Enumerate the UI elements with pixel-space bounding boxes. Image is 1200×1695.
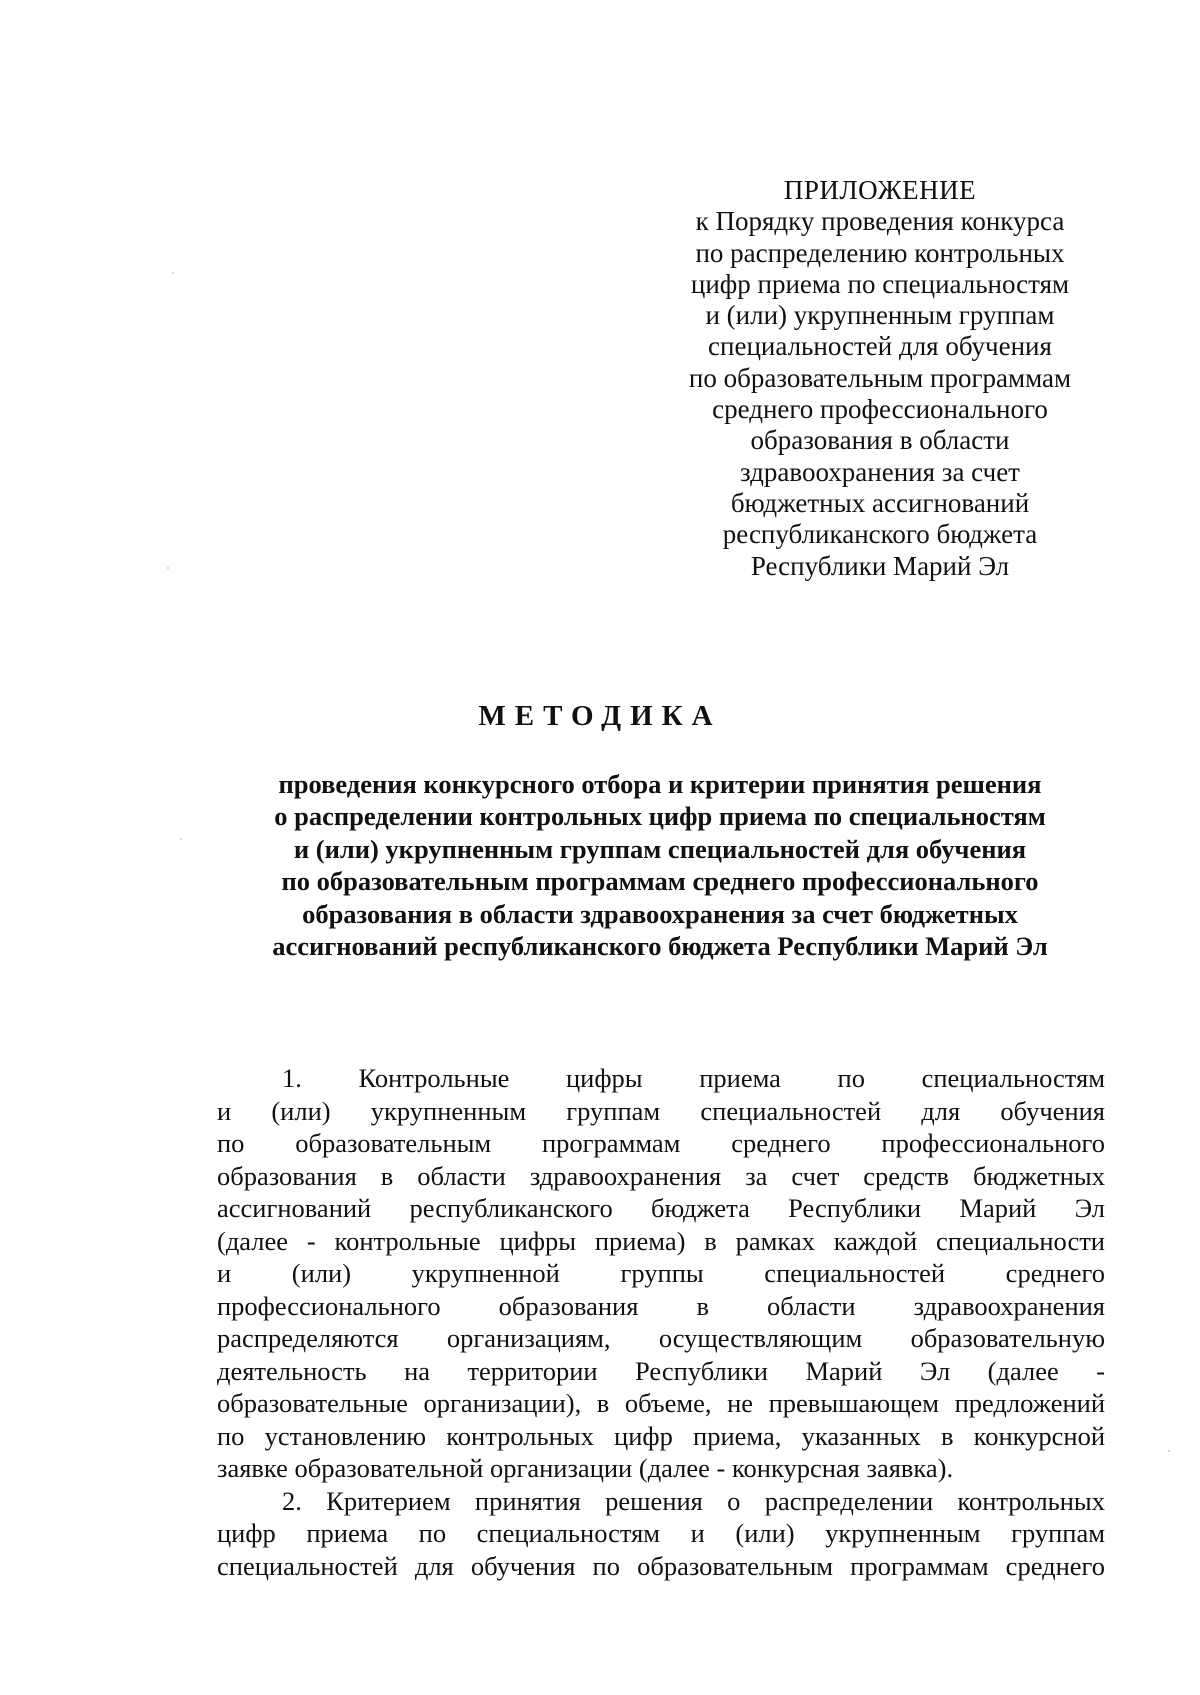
paragraph-2-line: цифр приема по специальностям и (или) укрупненным группам — [217, 1518, 1105, 1548]
appendix-line: к Порядку проведения конкурса — [695, 206, 1065, 237]
subtitle-line: образования в области здравоохранения за счет бюджетных — [302, 898, 1018, 929]
paragraph-1-line: по образовательным программам среднего профессионального — [217, 1128, 1105, 1158]
appendix-line: республиканского бюджета — [722, 519, 1038, 550]
paragraph-1-line: заявке образовательной организации (далее - конкурсная заявка). — [217, 1453, 954, 1483]
paragraph-2-line: 2. Критерием принятия решения о распределении контрольных — [282, 1485, 1105, 1516]
appendix-line: среднего профессионального — [712, 394, 1048, 425]
subtitle-line: ассигнований республиканского бюджета Республики Марий Эл — [272, 931, 1048, 962]
scan-speck — [167, 567, 169, 569]
scan-speck — [180, 838, 182, 840]
paragraph-1-line: распределяются организациям, осуществляющим образовательную — [217, 1323, 1105, 1353]
paragraph-1-line: ассигнований республиканского бюджета Республики Марий Эл — [217, 1193, 1105, 1223]
appendix-line: Республики Марий Эл — [750, 550, 1010, 581]
subtitle-line: и (или) укрупненным группам специальностей для обучения — [293, 833, 1027, 864]
paragraph-1-line: деятельность на территории Республики Марий Эл (далее - — [217, 1355, 1105, 1386]
appendix-line: и (или) укрупненным группам — [705, 300, 1055, 331]
paragraph-1-line: профессионального образования в области здравоохранения — [217, 1290, 1105, 1321]
paragraph-1-line: (далее - контрольные цифры приема) в рамках каждой специальности — [217, 1225, 1105, 1256]
appendix-line: специальностей для обучения — [708, 331, 1052, 362]
paragraph-1-line: образования в области здравоохранения за счет средств бюджетных — [217, 1160, 1105, 1191]
paragraph-2-line: специальностей для обучения по образовательным программам среднего — [217, 1550, 1105, 1581]
scan-speck — [172, 272, 174, 274]
document-subtitle — [210, 768, 1110, 962]
scan-speck — [1168, 1450, 1170, 1452]
paragraph-1-line: образовательные организации), в объеме, не превышающем предложений — [217, 1388, 1105, 1418]
appendix-header — [660, 175, 1100, 582]
appendix-line: по образовательным программам — [688, 362, 1072, 393]
document-body — [217, 1062, 1105, 1582]
appendix-line: образования в области — [750, 425, 1010, 456]
subtitle-line: по образовательным программам среднего профессионального — [281, 866, 1039, 897]
appendix-title: ПРИЛОЖЕНИЕ — [783, 175, 977, 205]
appendix-line: бюджетных ассигнований — [730, 487, 1030, 518]
appendix-line: цифр приема по специальностям — [690, 268, 1070, 299]
paragraph-1-line: по установлению контрольных цифр приема, указанных в конкурсной — [217, 1420, 1105, 1451]
paragraph-1-line: и (или) укрупненной группы специальностей среднего — [217, 1258, 1105, 1288]
subtitle-line: проведения конкурсного отбора и критерии принятия решения — [278, 769, 1042, 799]
document-title: МЕТОДИКА — [478, 700, 722, 732]
appendix-line: здравоохранения за счет — [740, 456, 1020, 487]
paragraph-1-line: и (или) укрупненным группам специальностей для обучения — [217, 1095, 1105, 1126]
appendix-line: по распределению контрольных — [695, 237, 1065, 268]
paragraph-1-line: 1. Контрольные цифры приема по специальностям — [282, 1063, 1105, 1093]
subtitle-line: о распределении контрольных цифр приема по специальностям — [274, 801, 1046, 832]
